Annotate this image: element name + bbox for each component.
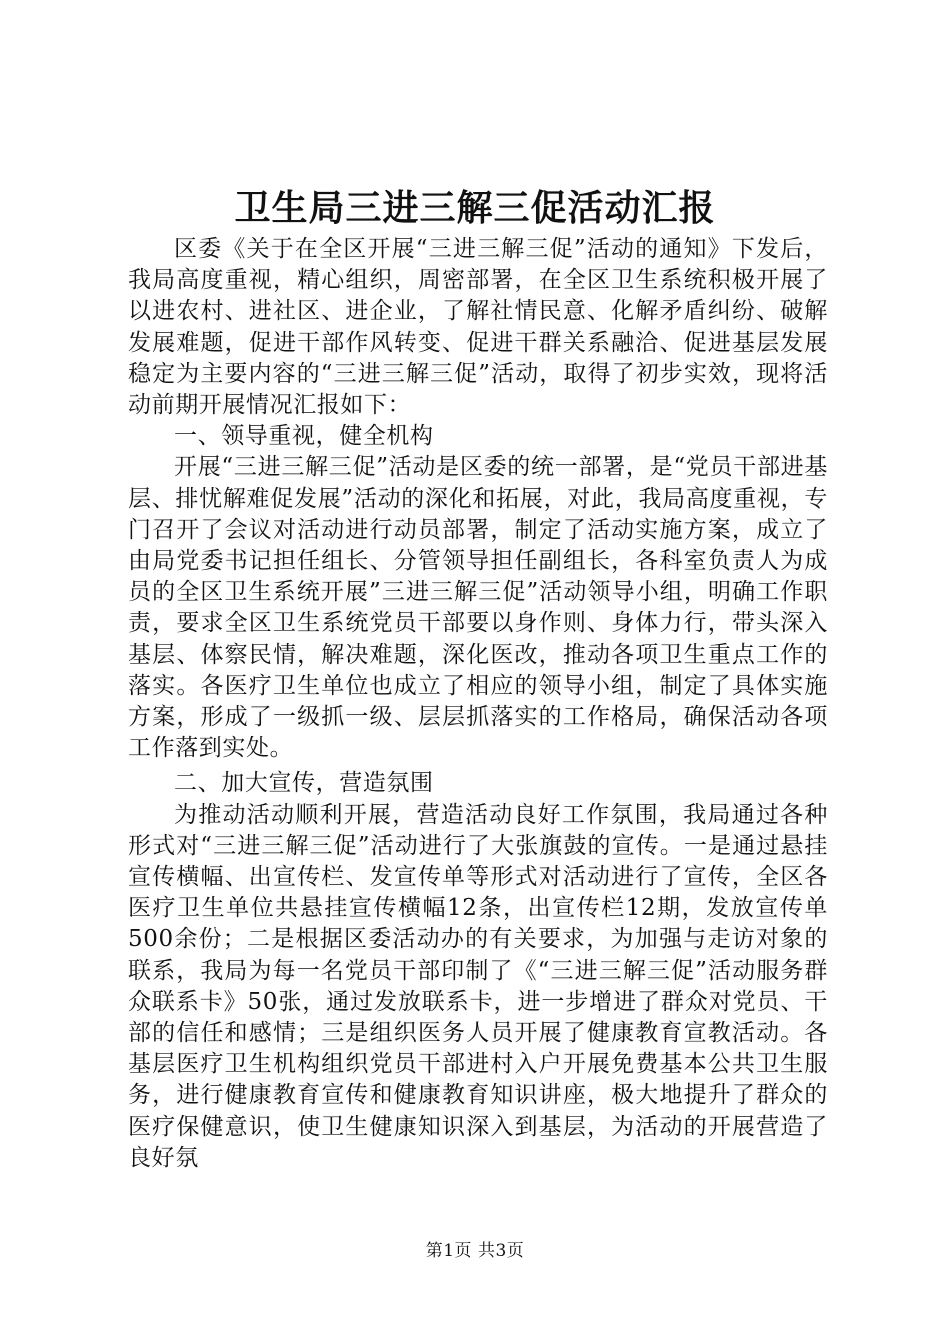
document-body xyxy=(128,234,828,1174)
document-title: 卫生局三进三解三促活动汇报 xyxy=(234,187,716,229)
section-2-paragraph: 为推动活动顺利开展，营造活动良好工作氛围，我局通过各种形式对“三进三解三促”活动进行了大张旗鼓的宣传。一是通过悬挂宣传横幅、出宣传栏、发宣传单等形式对活动进行了宣传，全区各医疗卫生单位共悬挂宣传横幅12条，出宣传栏12期，发放宣传单500余份；二是根据区委活动办的有关要求，为加强与走访对象的联系，我局为每一名党员干部印制了《“三进三解三促”活动服务群众联系卡》50张，通过发放联系卡，进一步增进了群众对党员、干部的信任和感情；三是组织医务人员开展了健康教育宣教活动。各基层医疗卫生机构组织党员干部进村入户开展免费基本公共卫生服务，进行健康教育宣传和健康教育知识讲座，极大地提升了群众的医疗保健意识，使卫生健康知识深入到基层，为活动的开展营造了良好氛 xyxy=(128,801,828,1171)
section-heading-2: 二、加大宣传，营造氛围 xyxy=(174,770,434,797)
intro-paragraph: 区委《关于在全区开展“三进三解三促”活动的通知》下发后，我局高度重视，精心组织，周密部署，在全区卫生系统积极开展了以进农村、进社区、进企业，了解社情民意、化解矛盾纠纷、破解发展难题，促进干部作风转变、促进干群关系融洽、促进基层发展稳定为主要内容的“三进三解三促”活动，取得了初步实效，现将活动前期开展情况汇报如下： xyxy=(128,236,828,419)
section-1-paragraph: 开展“三进三解三促”活动是区委的统一部署，是“党员干部进基层、排忧解难促发展”活动的深化和拓展，对此，我局高度重视，专门召开了会议对活动进行动员部署，制定了活动实施方案，成立了由局党委书记担任组长、分管领导担任副组长，各科室负责人为成员的全区卫生系统开展”三进三解三促”活动领导小组，明确工作职责，要求全区卫生系统党员干部要以身作则、身体力行，带头深入基层、体察民情，解决难题，深化医改，推动各项卫生重点工作的落实。各医疗卫生单位也成立了相应的领导小组，制定了具体实施方案，形成了一级抓一级、层层抓落实的工作格局，确保活动各项工作落到实处。 xyxy=(128,454,828,762)
page-footer: 第1页 共3页 xyxy=(425,1241,525,1261)
section-heading-1: 一、领导重视，健全机构 xyxy=(174,423,434,450)
